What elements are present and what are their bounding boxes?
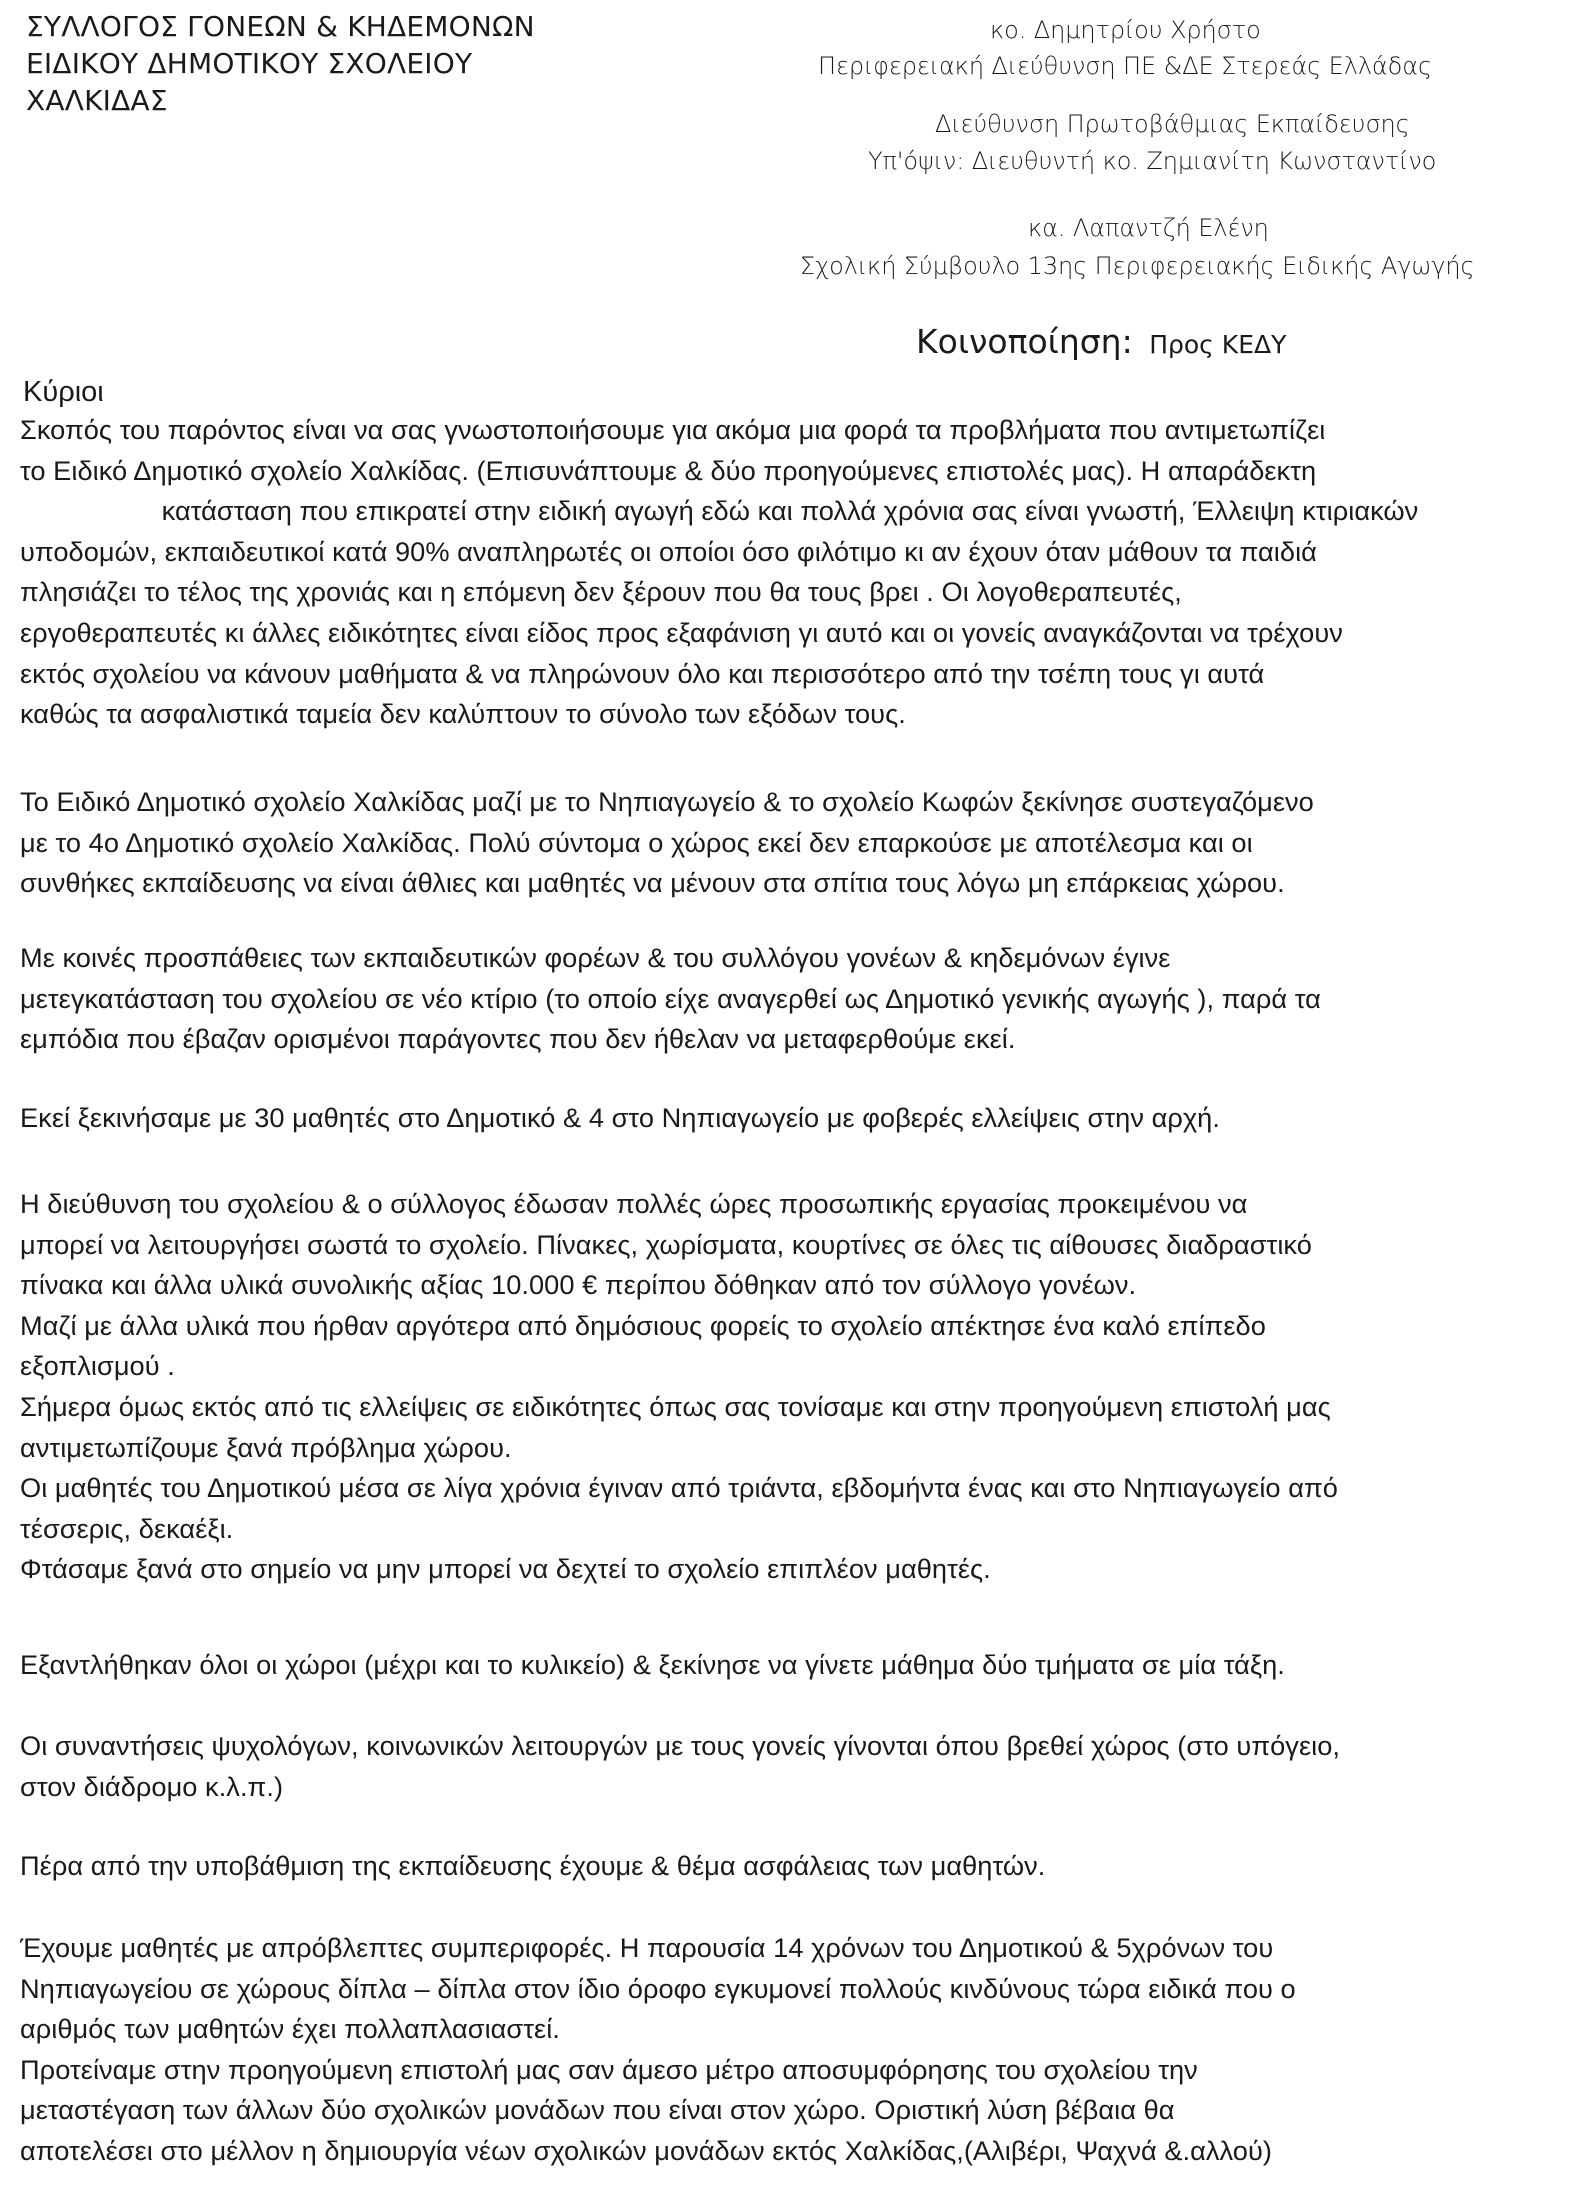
recipient-1-name: κο. Δημητρίου Χρήστο xyxy=(990,16,1261,44)
text-line: μεταστέγαση των άλλων δύο σχολικών μονάδων που είναι στον χώρο. Οριστική λύση βέβαια θα xyxy=(20,2094,1175,2126)
sender-block xyxy=(26,8,535,119)
sender-line-1: ΣΥΛΛΟΓΟΣ ΓΟΝΕΩΝ & ΚΗΔΕΜΟΝΩΝ xyxy=(26,10,535,43)
text-line: Το Ειδικό Δημοτικό σχολείο Χαλκίδας μαζί με το Νηπιαγωγείο & το σχολείο Κωφών ξεκίνησε συστεγαζόμενο xyxy=(20,786,1314,817)
text-line: Μαζί με άλλα υλικά που ήρθαν αργότερα από δημόσιους φορείς το σχολείο απέκτησε ένα καλό επίπεδο xyxy=(20,1309,1266,1341)
text-line: Νηπιαγωγείου σε χώρους δίπλα – δίπλα στον ίδιο όροφο εγκυμονεί πολλούς κινδύνους τώρα ειδικά που ο xyxy=(20,1972,1296,2004)
text-line: αριθμός των μαθητών έχει πολλαπλασιαστεί. xyxy=(20,2013,560,2045)
text-line: κατάσταση που επικρατεί στην ειδική αγωγή εδώ και πολλά χρόνια σας είναι γνωστή, Έλλειψη κτιριακών xyxy=(161,495,1419,527)
text-line: το Ειδικό Δημοτικό σχολείο Χαλκίδας. (Επισυνάπτουμε & δύο προηγούμενες επιστολές μας). Η απαράδεκτη xyxy=(20,454,1317,486)
paragraph-5 xyxy=(20,1184,1560,1590)
recipient-3-role: Σχολική Σύμβουλο 13ης Περιφερειακής Ειδικής Αγωγής xyxy=(800,252,1475,280)
text-line: Φτάσαμε ξανά στο σημείο να μην μπορεί να δεχτεί το σχολείο επιπλέον μαθητές. xyxy=(20,1553,991,1585)
text-line: Οι συναντήσεις ψυχολόγων, κοινωνικών λειτουργών με τους γονείς γίνονται όπου βρεθεί χώρος (στο υπόγειο, xyxy=(20,1730,1340,1761)
salutation: Κύριοι xyxy=(23,376,104,408)
text-line: Σκοπός του παρόντος είναι να σας γνωστοποιήσουμε για ακόμα μια φορά τα προβλήματα που αντιμετωπίζει xyxy=(20,414,1326,445)
text-line: καθώς τα ασφαλιστικά ταμεία δεν καλύπτουν το σύνολο των εξόδων τους. xyxy=(20,698,906,730)
sender-line-2: ΕΙΔΙΚΟΥ ΔΗΜΟΤΙΚΟΥ ΣΧΟΛΕΙΟΥ xyxy=(26,47,473,80)
paragraph-9 xyxy=(20,1928,1560,2172)
sender-line-3: ΧΑΛΚΙΔΑΣ xyxy=(26,84,168,117)
text-line: Εκεί ξεκινήσαμε με 30 μαθητές στο Δημοτικό & 4 στο Νηπιαγωγείο με φοβερές ελλείψεις στην αρχή. xyxy=(20,1102,1220,1133)
recipient-1-org: Περιφερειακή Διεύθυνση ΠΕ &ΔΕ Στερεάς Ελλάδας xyxy=(818,52,1432,80)
paragraph-2 xyxy=(20,782,1560,904)
text-line: αποτελέσει στο μέλλον η δημιουργία νέων σχολικών μονάδων εκτός Χαλκίδας,(Αλιβέρι, Ψαχνά &.αλλού) xyxy=(20,2134,1272,2166)
paragraph-7 xyxy=(20,1726,1560,1807)
text-line: Η διεύθυνση του σχολείου & ο σύλλογος έδωσαν πολλές ώρες προσωπικής εργασίας προκειμένου να xyxy=(20,1188,1248,1219)
text-line: τέσσερις, δεκαέξι. xyxy=(20,1512,234,1544)
text-line: Σήμερα όμως εκτός από τις ελλείψεις σε ειδικότητες όπως σας τονίσαμε και στην προηγούμενη επιστολή μας xyxy=(20,1390,1331,1422)
text-line: Με κοινές προσπάθειες των εκπαιδευτικών φορέων & του συλλόγου γονέων & κηδεμόνων έγινε xyxy=(20,942,1171,973)
text-line: πίνακα και άλλα υλικά συνολικής αξίας 10.000 € περίπου δόθηκαν από τον σύλλογο γονέων. xyxy=(20,1269,1137,1301)
recipient-2-org: Διεύθυνση Πρωτοβάθμιας Εκπαίδευσης xyxy=(935,110,1410,138)
text-line: υποδομών, εκπαιδευτικοί κατά 90% αναπληρωτές οι οποίοι όσο φιλότιμο κι αν έχουν όταν μάθουν τα παιδιά xyxy=(20,535,1317,567)
text-line: συνθήκες εκπαίδευσης να είναι άθλιες και μαθητές να μένουν στα σπίτια τους λόγω μη επάρκειας χώρου. xyxy=(20,867,1285,899)
text-line: Πέρα από την υποβάθμιση της εκπαίδευσης έχουμε & θέμα ασφάλειας των μαθητών. xyxy=(20,1850,1046,1881)
text-line: Οι μαθητές του Δημοτικού μέσα σε λίγα χρόνια έγιναν από τριάντα, εβδομήντα ένας και στο Νηπιαγωγείο από xyxy=(20,1472,1338,1504)
cc-label: Κοινοποίηση: xyxy=(916,322,1133,361)
text-line: στον διάδρομο κ.λ.π.) xyxy=(20,1770,284,1802)
text-line: Προτείναμε στην προηγούμενη επιστολή μας σαν άμεσο μέτρο αποσυμφόρησης του σχολείου την xyxy=(20,2053,1198,2085)
cc-target: Προς ΚΕΔΥ xyxy=(1149,330,1287,359)
recipient-3-name: κα. Λαπαντζή Ελένη xyxy=(1028,214,1269,242)
text-line: Εξαντλήθηκαν όλοι οι χώροι (μέχρι και το κυλικείο) & ξεκίνησε να γίνετε μάθημα δύο τμήματα σε μία τάξη. xyxy=(20,1649,1285,1680)
paragraph-8 xyxy=(20,1846,1560,1887)
text-line: εργοθεραπευτές κι άλλες ειδικότητες είναι είδος προς εξαφάνιση γι αυτό και οι γονείς αναγκάζονται να τρέχουν xyxy=(20,616,1343,648)
text-line: αντιμετωπίζουμε ξανά πρόβλημα χώρου. xyxy=(20,1431,512,1463)
paragraph-6 xyxy=(20,1645,1560,1686)
text-line: εξοπλισμού . xyxy=(20,1350,175,1382)
paragraph-3 xyxy=(20,938,1560,1060)
recipient-2-attention: Υπ'όψιν: Διευθυντή κο. Ζημιανίτη Κωνσταντίνο xyxy=(868,147,1437,175)
text-line: Έχουμε μαθητές με απρόβλεπτες συμπεριφορές. Η παρουσία 14 χρόνων του Δημοτικού & 5χρόνων του xyxy=(20,1932,1274,1963)
paragraph-1 xyxy=(20,410,1560,735)
text-line: μετεγκατάσταση του σχολείου σε νέο κτίριο (το οποίο είχε αναγερθεί ως Δημοτικό γενικής αγωγής ), παρά τα xyxy=(20,982,1321,1014)
text-line: εκτός σχολείου να κάνουν μαθήματα & να πληρώνουν όλο και περισσότερο από την τσέπη τους γι αυτά xyxy=(20,657,1265,689)
text-line: με το 4ο Δημοτικό σχολείο Χαλκίδας. Πολύ σύντομα ο χώρος εκεί δεν επαρκούσε με αποτέλεσμα και οι xyxy=(20,826,1253,858)
text-line: πλησιάζει το τέλος της χρονιάς και η επόμενη δεν ξέρουν που θα τους βρει . Οι λογοθεραπευτές, xyxy=(20,576,1182,608)
paragraph-4 xyxy=(20,1098,1560,1139)
text-line: μπορεί να λειτουργήσει σωστά το σχολείο. Πίνακες, χωρίσματα, κουρτίνες σε όλες τις αίθουσες διαδραστικό xyxy=(20,1228,1312,1260)
text-line: εμπόδια που έβαζαν ορισμένοι παράγοντες που δεν ήθελαν να μεταφερθούμε εκεί. xyxy=(20,1023,1016,1055)
cc-line xyxy=(916,322,1286,361)
